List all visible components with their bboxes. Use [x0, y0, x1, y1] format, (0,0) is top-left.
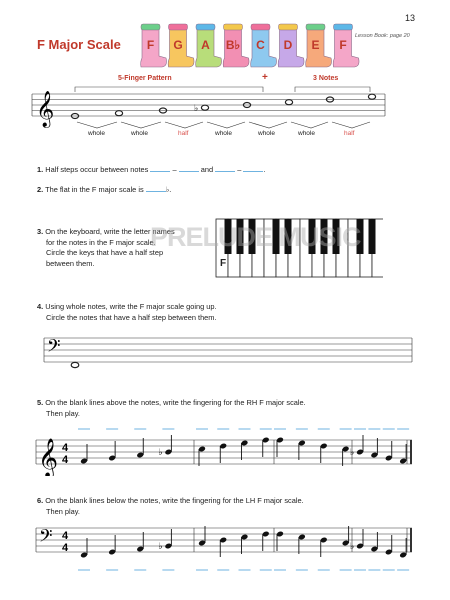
- quarter-note: [298, 440, 306, 460]
- question-1: 1. Half steps occur between notes – and – .: [37, 165, 266, 174]
- quarter-note: [136, 438, 144, 458]
- quarter-note: [80, 538, 88, 558]
- watermark: PRELUDE MUSIC: [150, 222, 361, 252]
- boot-letter: B♭: [225, 38, 241, 52]
- question-3: 3. On the keyboard, write the letter names for the notes in the F major scale. Circle the keys that have a half step between them.: [37, 227, 175, 268]
- quarter-note: [276, 531, 284, 551]
- flat-icon: ♭: [158, 447, 163, 457]
- pattern-bracket: [75, 87, 263, 92]
- quarter-note: [198, 446, 206, 466]
- quarter-note: [136, 532, 144, 552]
- rh-fingering-staff[interactable]: [34, 426, 416, 476]
- note-d: [285, 100, 292, 105]
- question-4: 4. Using whole notes, write the F major scale going up. Circle the notes that have a half step between them.: [37, 302, 217, 322]
- boot-5: [251, 24, 277, 67]
- question-2: 2. The flat in the F major scale is ♭.: [37, 185, 172, 194]
- boot-letter: G: [173, 38, 183, 52]
- quarter-note: [342, 446, 350, 466]
- quarter-note: [262, 437, 270, 457]
- quarter-note: [241, 440, 249, 460]
- quarter-note: [320, 443, 328, 463]
- boot-6: [278, 24, 304, 67]
- bass-clef-icon: 𝄢: [47, 337, 61, 360]
- lesson-reference: Lesson Book: page 20: [355, 33, 410, 39]
- keyboard-key-label: F: [220, 258, 227, 269]
- quarter-note: [342, 526, 350, 546]
- boot-letter: F: [146, 38, 155, 52]
- note-f-bass: [71, 362, 79, 367]
- answer-blank[interactable]: [179, 170, 199, 172]
- boot-7: [306, 24, 332, 67]
- boot-3: [196, 24, 222, 67]
- note-b-flat: [201, 105, 208, 110]
- three-notes-bracket: [295, 87, 370, 92]
- quarter-note: [262, 531, 270, 551]
- note-g: [115, 111, 122, 116]
- lh-fingering-staff[interactable]: [34, 524, 416, 574]
- quarter-note: [320, 537, 328, 557]
- page-number: 13: [405, 13, 416, 23]
- quarter-note: [80, 444, 88, 464]
- f-major-scale-staff: [30, 82, 390, 140]
- quarter-note: [198, 526, 206, 546]
- quarter-note: [370, 438, 378, 458]
- bass-staff-writing[interactable]: [42, 334, 416, 374]
- boot-2: [168, 24, 194, 67]
- step-label: whole: [215, 130, 232, 137]
- answer-blank[interactable]: [215, 170, 235, 172]
- step-label-half: half: [344, 130, 355, 137]
- three-notes-label: 3 Notes: [313, 75, 339, 82]
- quarter-note: [219, 537, 227, 557]
- flat-icon: ♭: [194, 103, 199, 113]
- quarter-note: [108, 441, 116, 461]
- treble-clef-icon: 𝄞: [36, 91, 55, 126]
- five-finger-pattern-label: 5-Finger Pattern: [118, 75, 172, 82]
- boot-letter: D: [283, 38, 293, 52]
- quarter-note: [370, 532, 378, 552]
- bass-clef-icon: 𝄢: [39, 527, 53, 550]
- boot-8: [333, 24, 359, 67]
- time-signature-bottom: 4: [62, 542, 69, 554]
- quarter-note: [385, 441, 393, 461]
- step-label: whole: [131, 130, 148, 137]
- question-6: 6. On the blank lines below the notes, write the fingering for the LH F major scale. Then play.: [37, 496, 304, 516]
- boot-1: [141, 24, 167, 67]
- answer-blank[interactable]: [243, 170, 263, 172]
- quarter-note: [108, 535, 116, 555]
- time-signature-top: 4: [62, 442, 69, 454]
- time-signature-bottom: 4: [62, 454, 69, 466]
- time-signature-top: 4: [62, 530, 69, 542]
- quarter-note: [385, 535, 393, 555]
- note-f-high: [368, 94, 375, 99]
- answer-blank[interactable]: [150, 170, 170, 172]
- step-label-half: half: [178, 130, 189, 137]
- answer-blank[interactable]: [146, 190, 166, 192]
- quarter-note: [276, 437, 284, 457]
- boot-4: [223, 24, 249, 67]
- step-label: whole: [258, 130, 275, 137]
- treble-clef-icon: 𝄞: [38, 439, 59, 476]
- boot-letter: E: [311, 38, 320, 52]
- flat-icon: ♭: [350, 447, 355, 457]
- page-title: F Major Scale: [37, 37, 121, 52]
- boot-letter: C: [256, 38, 265, 52]
- flat-icon: ♭: [158, 541, 163, 551]
- boot-letter: A: [201, 38, 210, 52]
- quarter-note: [399, 444, 407, 464]
- boots-illustration: [139, 18, 361, 70]
- quarter-note: [298, 534, 306, 554]
- plus-sign: +: [262, 72, 268, 83]
- question-5: 5. On the blank lines above the notes, write the fingering for the RH F major scale. Then play.: [37, 398, 306, 418]
- quarter-note: [241, 534, 249, 554]
- step-label: whole: [88, 130, 105, 137]
- quarter-note: [399, 538, 407, 558]
- flat-icon: ♭: [350, 541, 355, 551]
- step-label: whole: [298, 130, 315, 137]
- black-key: [369, 219, 376, 254]
- boot-letter: F: [339, 38, 347, 52]
- quarter-note: [219, 443, 227, 463]
